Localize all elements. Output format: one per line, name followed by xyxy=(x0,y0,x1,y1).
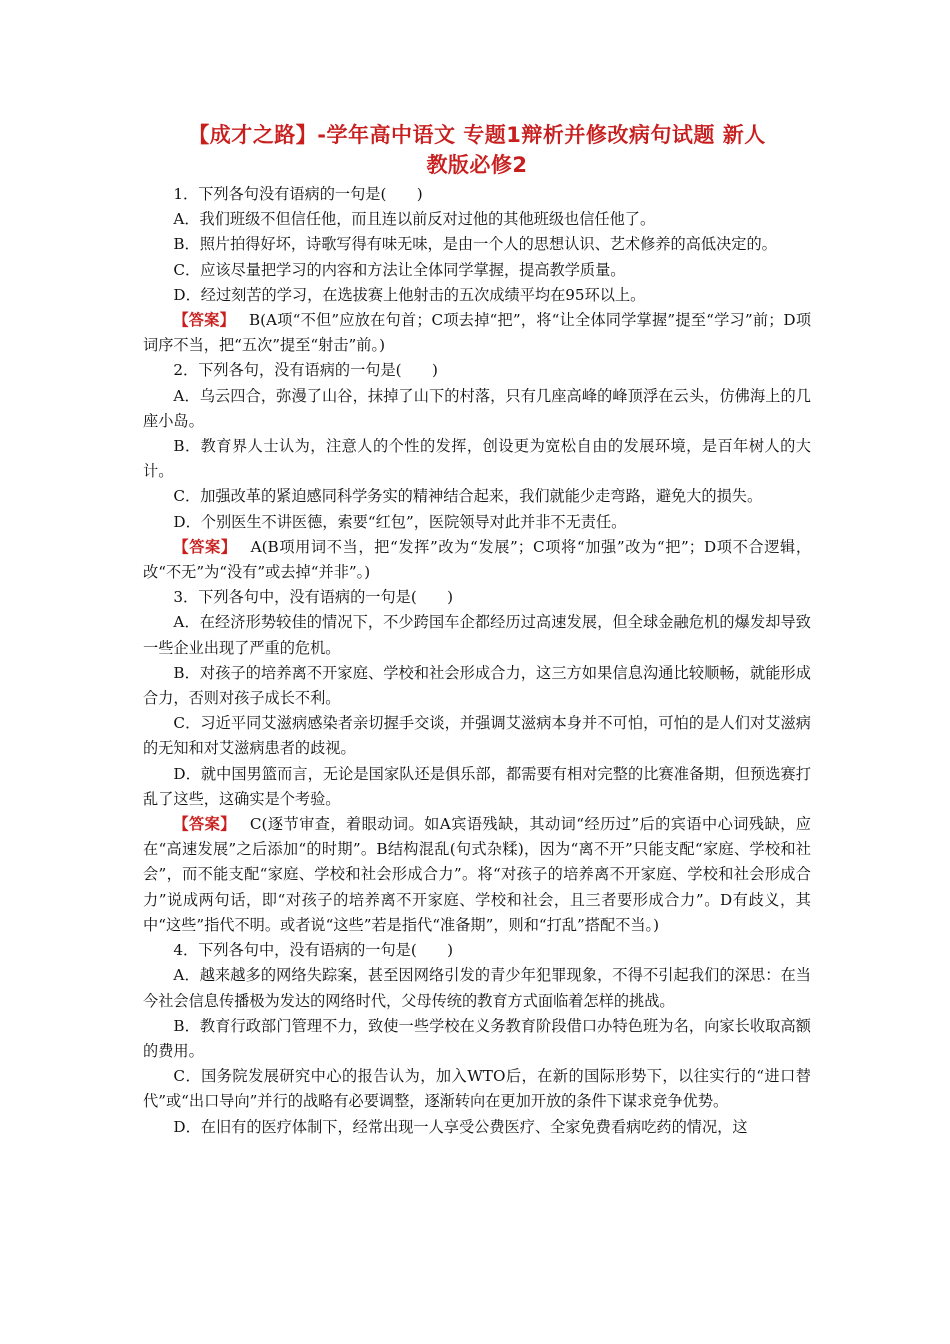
q4-option-b: B．教育行政部门管理不力，致使一些学校在义务教育阶段借口办特色班为名，向家长收取高额的费用。 xyxy=(143,1016,811,1060)
q1-stem: 1．下列各句没有语病的一句是( ) xyxy=(173,185,423,203)
q4-option-c: C．国务院发展研究中心的报告认为，加入WTO后，在新的国际形势下，以往实行的“进口替代”或“出口导向”并行的战略有必要调整，逐渐转向在更加开放的条件下谋求竞争优势。 xyxy=(143,1067,811,1111)
q1-option-c: C．应该尽量把学习的内容和方法让全体同学掌握，提高教学质量。 xyxy=(173,260,626,279)
document-title xyxy=(143,120,811,180)
q1-option-d: D．经过刻苦的学习，在选拔赛上他射击的五次成绩平均在95环以上。 xyxy=(173,285,646,304)
q2-option-b: B．教育界人士认为，注意人的个性的发挥，创设更为宽松自由的发展环境，是百年树人的大计。 xyxy=(143,437,811,481)
answer-label: 【答案】 xyxy=(173,815,236,834)
q1-answer-text: B(A项“不但”应放在句首；C项去掉“把”，将“让全体同学掌握”提至“学习”前；D项词序不当，把“五次”提至“射击”前。) xyxy=(143,311,812,355)
q2-option-c: C．加强改革的紧迫感同科学务实的精神结合起来，我们就能少走弯路，避免大的损失。 xyxy=(173,487,763,506)
q3-stem: 3．下列各句中，没有语病的一句是( ) xyxy=(173,588,454,607)
q3-option-a: A．在经济形势较佳的情况下，不少跨国车企都经历过高速发展，但全球金融危机的爆发却导致一些企业出现了严重的危机。 xyxy=(143,613,811,657)
q1-option-a: A．我们班级不但信任他，而且连以前反对过他的其他班级也信任他了。 xyxy=(173,210,656,229)
document-page xyxy=(143,120,811,1140)
q3-option-b: B．对孩子的培养离不开家庭、学校和社会形成合力，这三方如果信息沟通比较顺畅，就能形成合力，否则对孩子成长不利。 xyxy=(143,663,811,708)
q4-option-a: A．越来越多的网络失踪案，甚至因网络引发的青少年犯罪现象，不得不引起我们的深思：在当今社会信息传播极为发达的网络时代，父母传统的教育方式面临着怎样的挑战。 xyxy=(143,966,811,1010)
q2-answer xyxy=(143,535,811,585)
q1-option-b: B．照片拍得好坏，诗歌写得有味无味，是由一个人的思想认识、艺术修养的高低决定的。 xyxy=(173,235,777,254)
q2-option-d: D．个别医生不讲医德，索要“红包”，医院领导对此并非不无责任。 xyxy=(173,512,627,531)
answer-label: 【答案】 xyxy=(173,537,237,556)
title-line-2: 教版必修2 xyxy=(426,153,528,177)
title-line-1: 【成才之路】-学年高中语文 专题1辩析并修改病句试题 新人 xyxy=(188,123,766,147)
q4-option-d: D．在旧有的医疗体制下，经常出现一人享受公费医疗、全家免费看病吃药的情况，这 xyxy=(173,1117,748,1136)
q4-stem: 4．下列各句中，没有语病的一句是( ) xyxy=(173,941,454,960)
q3-option-d: D．就中国男篮而言，无论是国家队还是俱乐部，都需要有相对完整的比赛准备期，但预选赛打乱了这些，这确实是个考验。 xyxy=(143,764,811,808)
q3-answer xyxy=(143,812,811,938)
answer-label: 【答案】 xyxy=(173,311,235,330)
q2-option-a: A．乌云四合，弥漫了山谷，抹掉了山下的村落，只有几座高峰的峰顶浮在云头，仿佛海上的几座小岛。 xyxy=(143,386,811,430)
q1-answer xyxy=(143,308,811,358)
q2-answer-text: A(B项用词不当，把“发挥”改为“发展”；C项将“加强”改为“把”；D项不合逻辑，改“不无”为“没有”或去掉“并非”。) xyxy=(143,537,812,582)
q2-stem: 2．下列各句，没有语病的一句是( ) xyxy=(173,361,438,380)
q3-answer-text: C(逐节审查，着眼动词。如A宾语残缺，其动词“经历过”后的宾语中心词残缺，应在“高速发展”之后添加“的时期”。B结构混乱(句式杂糅)，因为“离不开”只能支配“家庭、学校和社会”，而不能支配“家庭、学校和社会形成合力”。将“对孩子的培养离不开家庭、学校和社会形成合力”说成两句话，即“对孩子的培养离不开家庭、学校和社会，且三者要形成合力”。D有歧义，其中“这些”指代不明。或者说“这些”若是指代“准备期”，则和“打乱”搭配不当。) xyxy=(143,815,811,934)
q3-option-c: C．习近平同艾滋病感染者亲切握手交谈，并强调艾滋病本身并不可怕，可怕的是人们对艾滋病的无知和对艾滋病患者的歧视。 xyxy=(143,714,811,758)
